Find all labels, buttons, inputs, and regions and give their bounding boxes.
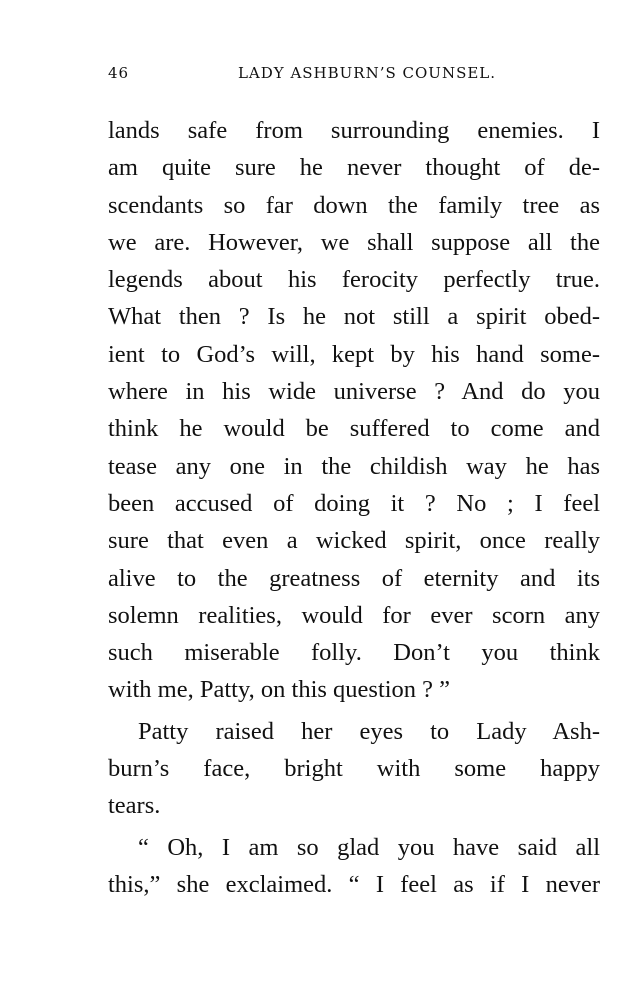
- paragraph-3: [108, 829, 600, 904]
- text-line: been accused of doing it ? No ; I feel: [108, 489, 600, 517]
- text-line: What then ? Is he not still a spirit obed-: [108, 303, 600, 331]
- paragraph-1: [108, 112, 600, 709]
- text-line: such miserable folly. Don’t you think: [108, 639, 600, 667]
- paragraph-2: [108, 713, 600, 825]
- text-line: Patty raised her eyes to Lady Ash-: [138, 717, 600, 745]
- text-line: lands safe from surrounding enemies. I: [108, 117, 600, 144]
- text-line: with me, Patty, on this question ? ”: [108, 676, 451, 704]
- text-line: ient to God’s will, kept by his hand some-: [108, 340, 600, 368]
- page-number: 46: [108, 64, 130, 82]
- text-line: burn’s face, bright with some happy: [108, 755, 600, 783]
- running-head: LADY ASHBURN’S COUNSEL.: [237, 64, 497, 82]
- text-line: scendants so far down the family tree as: [108, 191, 600, 219]
- text-line: this,” she exclaimed. “ I feel as if I never: [108, 870, 600, 898]
- text-line: sure that even a wicked spirit, once really: [108, 527, 600, 555]
- text-line: am quite sure he never thought of de-: [108, 154, 600, 182]
- body-text: [108, 112, 600, 903]
- page-header: [108, 64, 600, 88]
- text-line: legends about his ferocity perfectly true.: [108, 266, 600, 294]
- text-line: tears.: [108, 792, 161, 820]
- text-line: think he would be suffered to come and: [108, 415, 600, 443]
- text-line: “ Oh, I am so glad you have said all: [138, 833, 600, 861]
- text-line: alive to the greatness of eternity and its: [108, 564, 600, 592]
- text-line: solemn realities, would for ever scorn any: [108, 601, 600, 629]
- text-line: where in his wide universe ? And do you: [108, 378, 600, 406]
- text-line: we are. However, we shall suppose all the: [108, 228, 600, 256]
- text-line: tease any one in the childish way he has: [108, 452, 600, 480]
